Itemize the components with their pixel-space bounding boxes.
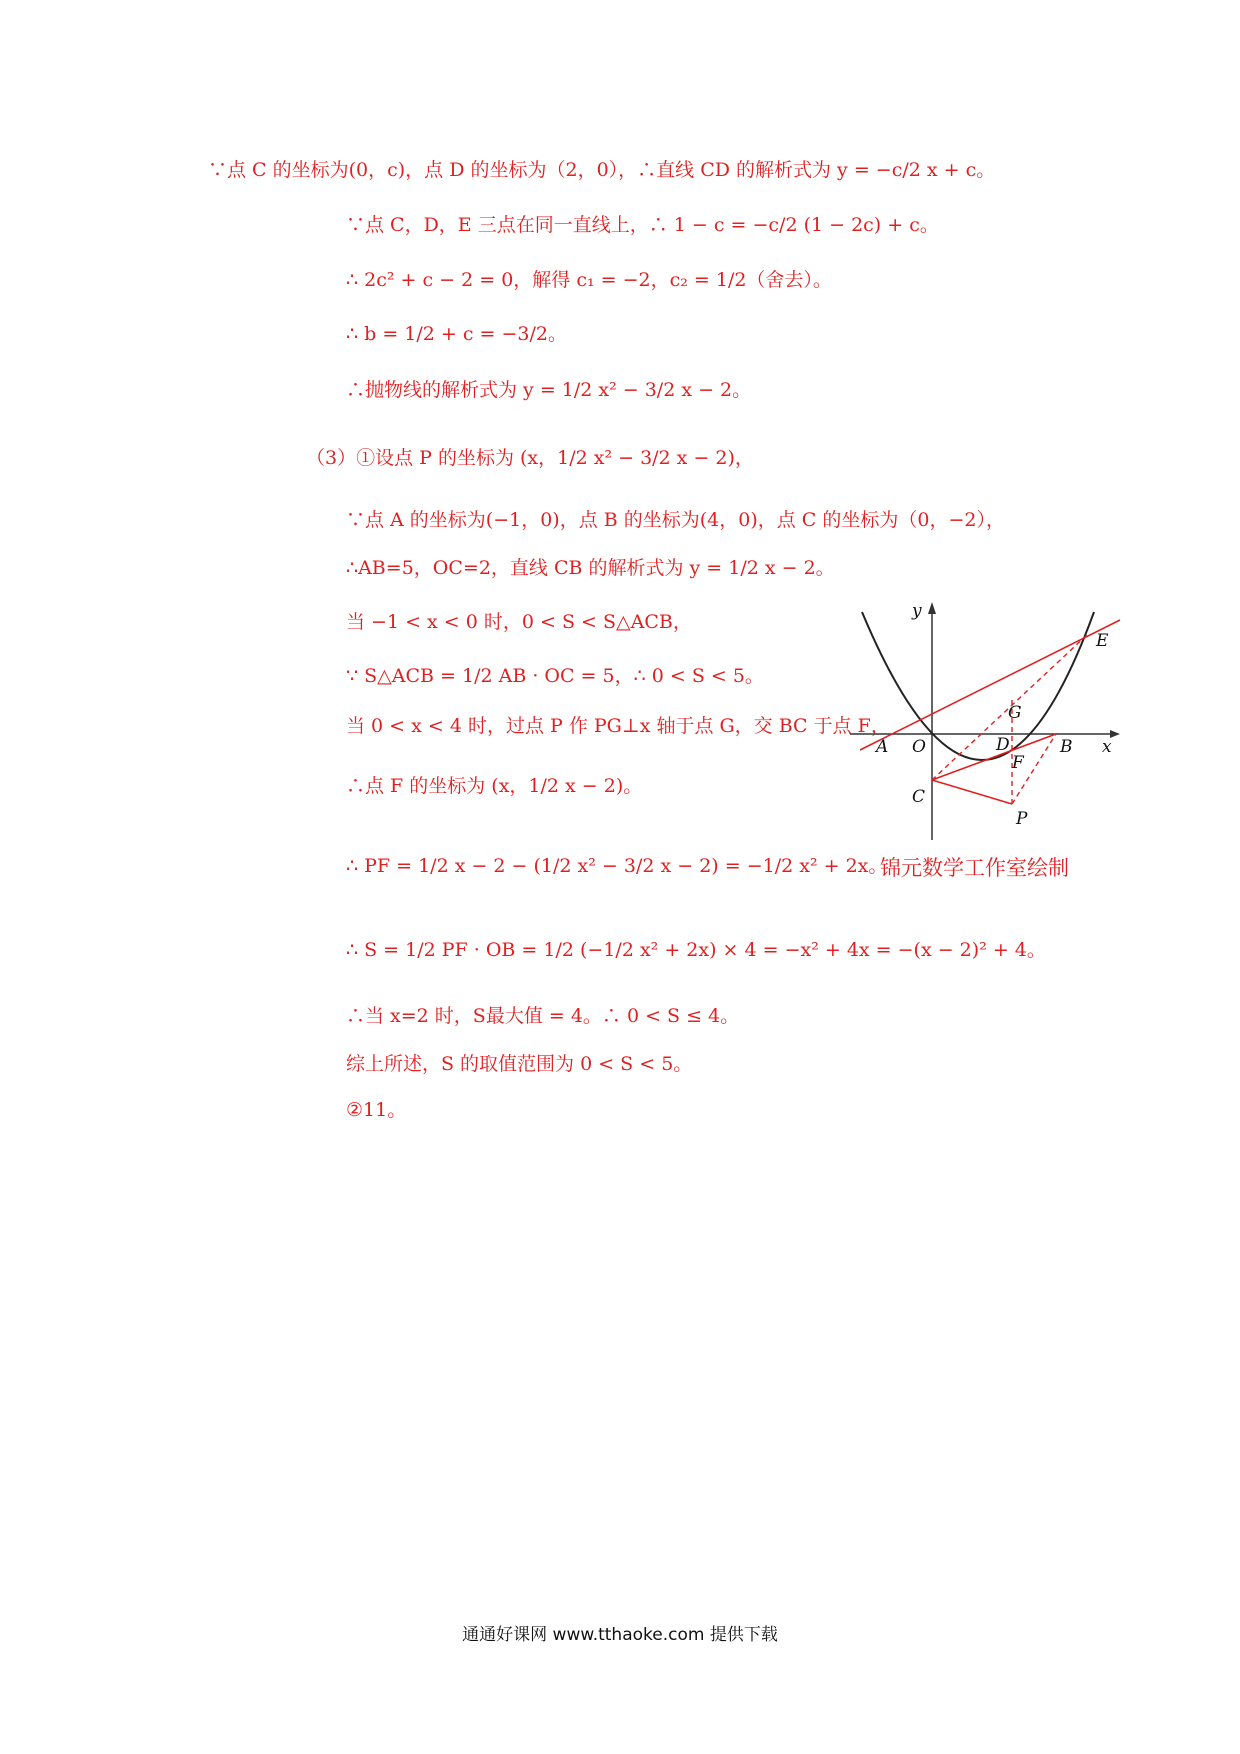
line-cb: [932, 734, 1056, 780]
line-cp: [932, 780, 1012, 804]
solution-line: ∵点 C，D，E 三点在同一直线上，∴ 1 − c = −c/2 (1 − 2c) + c。: [346, 214, 939, 236]
label-e: E: [1096, 631, 1109, 651]
label-a: A: [876, 737, 889, 757]
solution-line: ∴抛物线的解析式为 y = 1/2 x² − 3/2 x − 2。: [346, 379, 752, 401]
solution-line: ∵点 A 的坐标为(−1，0)，点 B 的坐标为(4，0)，点 C 的坐标为（0，−2），: [346, 509, 1005, 531]
solution-line: ∴当 x=2 时，S最大值 = 4。∴ 0 < S ≤ 4。: [346, 1005, 740, 1027]
solution-line: ∴ PF = 1/2 x − 2 − (1/2 x² − 3/2 x − 2) = −1/2 x² + 2x。: [346, 855, 888, 877]
page-footer: 通通好课网 www.tthaoke.com 提供下载: [462, 1625, 778, 1645]
line-ae: [860, 620, 1120, 750]
label-c: C: [912, 787, 926, 807]
solution-line: 当 −1 < x < 0 时，0 < S < S△ACB，: [346, 611, 692, 633]
label-f: F: [1012, 753, 1024, 773]
label-g: G: [1008, 703, 1022, 723]
figure-caption: 锦元数学工作室绘制: [880, 856, 1069, 880]
label-b: B: [1060, 737, 1073, 757]
label-y: y: [912, 601, 922, 621]
solution-line: 综上所述，S 的取值范围为 0 < S < 5。: [346, 1053, 693, 1075]
solution-line: ∵点 C 的坐标为(0，c)，点 D 的坐标为（2，0），∴直线 CD 的解析式为 y = −c/2 x + c。: [208, 159, 996, 181]
label-x: x: [1102, 737, 1112, 757]
y-axis-arrow: [928, 602, 936, 614]
solution-line: ②11。: [346, 1099, 407, 1121]
solution-line: ∴ S = 1/2 PF · OB = 1/2 (−1/2 x² + 2x) × 4 = −x² + 4x = −(x − 2)² + 4。: [346, 939, 1046, 961]
label-d: D: [996, 735, 1010, 755]
label-o: O: [912, 737, 926, 757]
solution-line: 当 0 < x < 4 时，过点 P 作 PG⊥x 轴于点 G，交 BC 于点 F，: [346, 715, 890, 737]
solution-line: （3）①设点 P 的坐标为 (x，1/2 x² − 3/2 x − 2)，: [306, 447, 754, 469]
solution-line: ∴ b = 1/2 + c = −3/2。: [346, 323, 568, 345]
solution-line: ∵ S△ACB = 1/2 AB · OC = 5，∴ 0 < S < 5。: [346, 665, 764, 687]
solution-line: ∴点 F 的坐标为 (x，1/2 x − 2)。: [346, 775, 643, 797]
parabola-diagram: [840, 600, 1130, 850]
solution-line: ∴AB=5，OC=2，直线 CB 的解析式为 y = 1/2 x − 2。: [346, 557, 835, 579]
label-p: P: [1016, 809, 1028, 829]
solution-line: ∴ 2c² + c − 2 = 0，解得 c₁ = −2，c₂ = 1/2（舍去）。: [346, 269, 832, 291]
